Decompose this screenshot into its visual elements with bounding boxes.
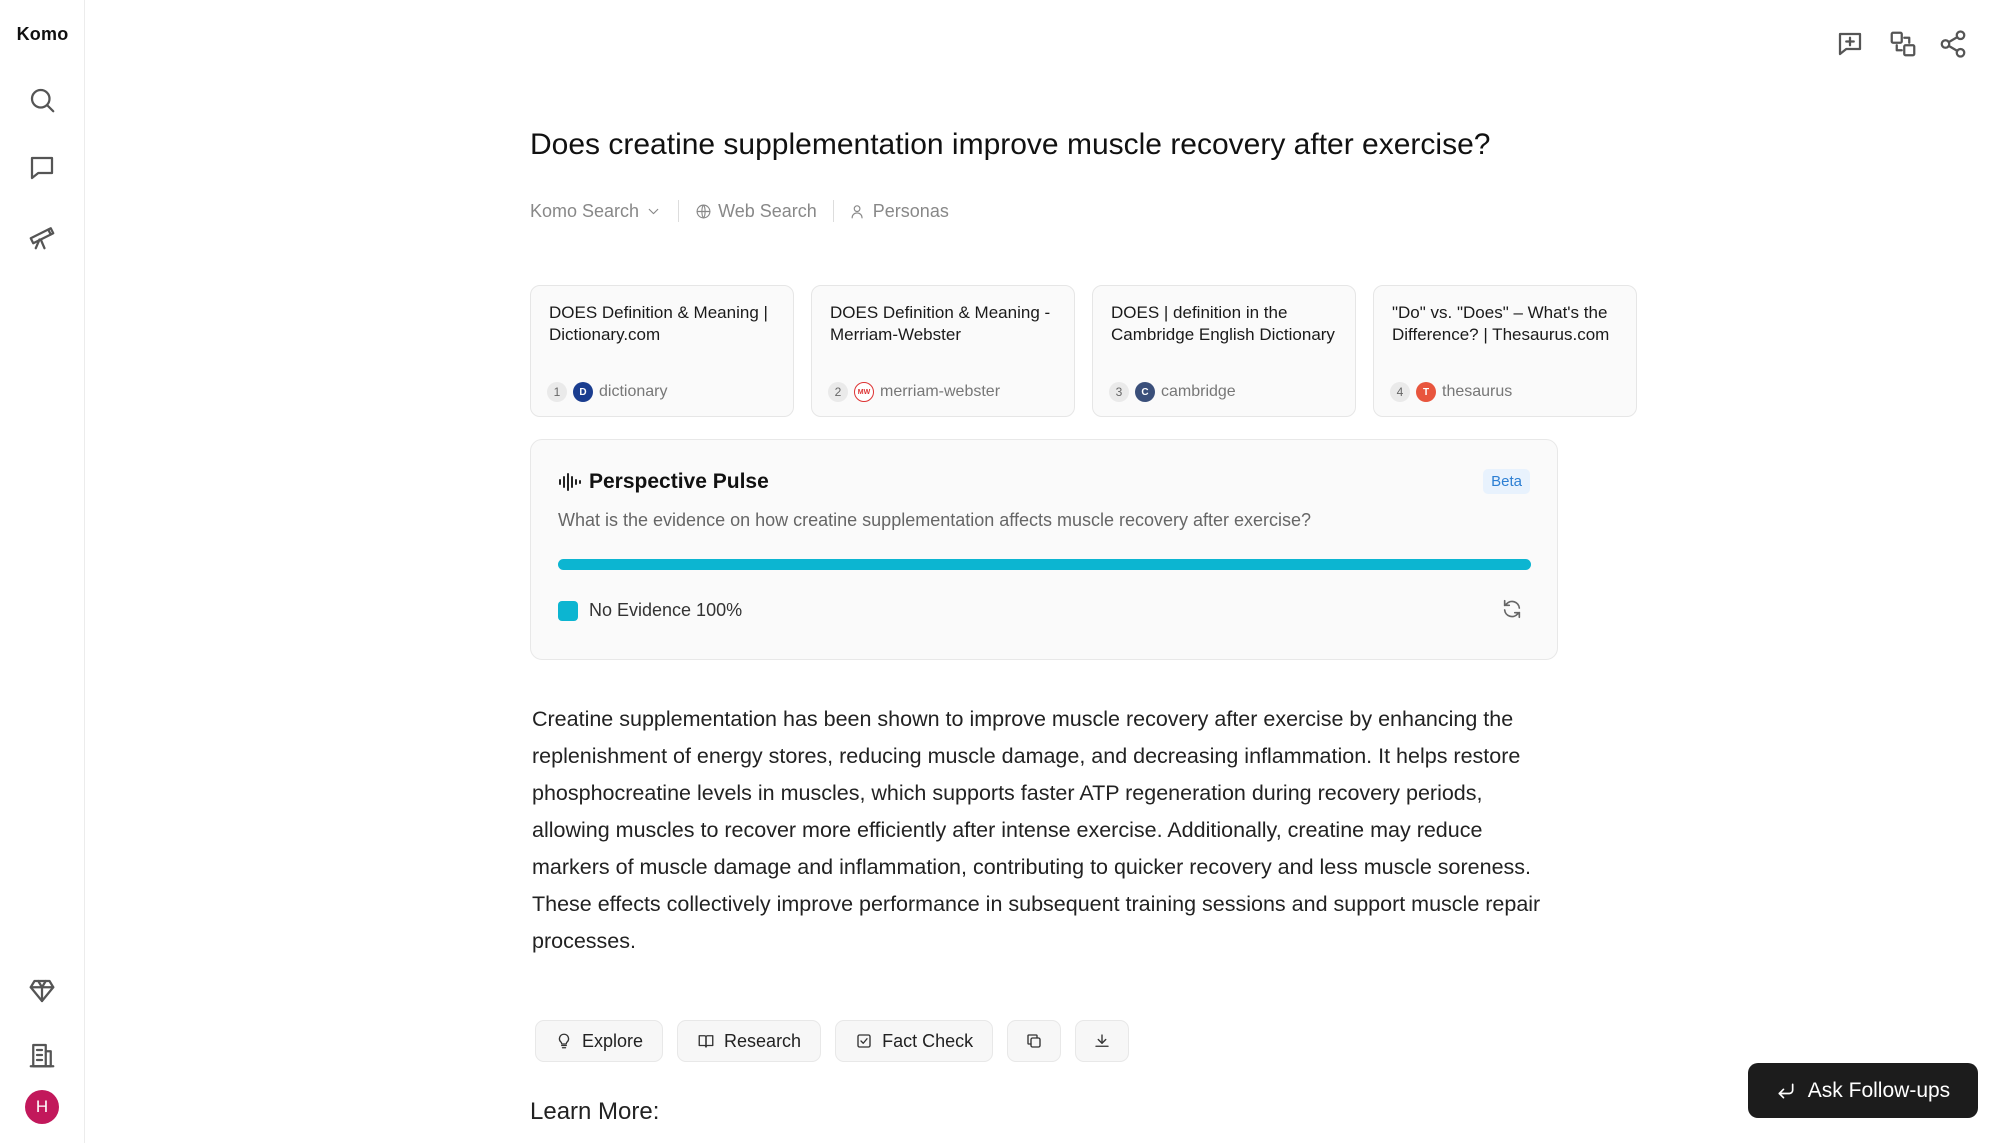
library-nav-button[interactable]	[22, 1035, 62, 1075]
merriam-webster-favicon-icon: MW	[854, 382, 874, 402]
person-icon	[850, 203, 867, 220]
sources-carousel	[530, 285, 1610, 417]
web-search-toggle[interactable]	[695, 201, 817, 222]
evidence-bar-fill	[558, 559, 1531, 570]
source-title: DOES | definition in the Cambridge English Dictionary	[1111, 303, 1335, 344]
refresh-button[interactable]	[1499, 596, 1525, 622]
page-title: Does creatine supplementation improve muscle recovery after exercise?	[530, 128, 1491, 161]
lightbulb-icon	[555, 1032, 573, 1050]
perspective-pulse-card	[530, 439, 1558, 660]
search-mode-label: Komo Search	[530, 200, 640, 221]
source-meta	[1109, 382, 1236, 402]
explore-label: Explore	[582, 1030, 644, 1051]
learn-more-heading: Learn More:	[530, 1098, 660, 1125]
source-meta	[1390, 382, 1512, 402]
evidence-legend	[558, 600, 742, 621]
globe-icon	[695, 203, 712, 220]
source-site: cambridge	[1161, 383, 1236, 400]
source-card[interactable]	[1373, 285, 1637, 417]
fact-check-button[interactable]	[835, 1020, 993, 1062]
app-logo[interactable]: Komo	[16, 24, 69, 44]
source-title: "Do" vs. "Does" – What's the Difference? | Thesaurus.com	[1392, 303, 1610, 344]
search-nav-button[interactable]	[22, 80, 62, 120]
source-number: 3	[1109, 382, 1129, 402]
source-site: merriam-webster	[880, 383, 1001, 400]
fact-check-label: Fact Check	[882, 1030, 974, 1051]
cambridge-favicon-icon: C	[1135, 382, 1155, 402]
source-title: DOES Definition & Meaning | Dictionary.com	[549, 303, 768, 344]
evidence-bar	[558, 559, 1531, 570]
source-card[interactable]	[1092, 285, 1356, 417]
copy-icon	[1025, 1032, 1043, 1050]
book-icon	[697, 1032, 715, 1050]
sidebar	[0, 0, 85, 1143]
share-icon	[1938, 29, 1968, 59]
chat-nav-button[interactable]	[22, 148, 62, 188]
source-card[interactable]	[530, 285, 794, 417]
pulse-question: What is the evidence on how creatine supplementation affects muscle recovery after exercise?	[558, 510, 1312, 530]
soundwave-icon	[557, 470, 581, 494]
answer-actions	[535, 1020, 1129, 1062]
chat-icon	[27, 153, 57, 183]
source-card[interactable]	[811, 285, 1075, 417]
diamond-icon	[27, 976, 57, 1006]
source-meta	[828, 382, 1000, 402]
web-search-label: Web Search	[718, 200, 817, 221]
legend-label: No Evidence 100%	[589, 600, 743, 620]
source-site: thesaurus	[1442, 383, 1513, 400]
translate-button[interactable]	[1885, 26, 1921, 62]
user-avatar[interactable]: H	[25, 1090, 59, 1124]
refresh-icon	[1501, 598, 1523, 620]
legend-swatch	[558, 601, 578, 621]
ask-followups-button[interactable]	[1748, 1063, 1978, 1118]
premium-nav-button[interactable]	[22, 971, 62, 1011]
building-icon	[27, 1040, 57, 1070]
divider	[678, 200, 679, 222]
download-button[interactable]	[1075, 1020, 1129, 1062]
new-thread-icon	[1835, 29, 1865, 59]
thesaurus-favicon-icon: T	[1416, 382, 1436, 402]
explore-button[interactable]	[535, 1020, 663, 1062]
source-number: 4	[1390, 382, 1410, 402]
personas-label: Personas	[872, 200, 949, 221]
source-number: 1	[547, 382, 567, 402]
divider	[833, 200, 834, 222]
pulse-title: Perspective Pulse	[589, 470, 769, 493]
research-label: Research	[724, 1030, 802, 1051]
search-mode-dropdown[interactable]	[530, 201, 662, 222]
beta-badge: Beta	[1483, 469, 1530, 494]
source-meta	[547, 382, 667, 402]
checkbox-icon	[855, 1032, 873, 1050]
copy-button[interactable]	[1007, 1020, 1061, 1062]
search-icon	[27, 85, 57, 115]
research-button[interactable]	[677, 1020, 821, 1062]
explore-nav-button[interactable]	[22, 217, 62, 257]
new-thread-button[interactable]	[1832, 26, 1868, 62]
enter-arrow-icon	[1776, 1081, 1796, 1101]
share-button[interactable]	[1935, 26, 1971, 62]
dictionary-favicon-icon: D	[573, 382, 593, 402]
source-title: DOES Definition & Meaning - Merriam-Webster	[830, 303, 1051, 344]
pulse-header	[557, 470, 769, 494]
chevron-down-icon	[645, 203, 662, 220]
telescope-icon	[27, 222, 57, 252]
answer-text: Creatine supplementation has been shown to improve muscle recovery after exercise by enhancing the replenishment of energy stores, reducing muscle damage, and decreasing inflammation. It helps restore phosphocreatine levels in muscles, which supports faster ATP regeneration during recovery periods, allowing muscles to recover more efficiently after intense exercise. Additionally, creatine may reduce markers of muscle damage and inflammation, contributing to quicker recovery and less muscle soreness. These effects collectively improve performance in subsequent training sessions and support muscle repair processes.	[532, 707, 1541, 953]
mode-bar	[530, 198, 949, 224]
source-number: 2	[828, 382, 848, 402]
download-icon	[1093, 1032, 1111, 1050]
translate-icon	[1888, 29, 1918, 59]
personas-button[interactable]	[850, 201, 949, 222]
ask-followups-label: Ask Follow-ups	[1807, 1078, 1951, 1102]
source-site: dictionary	[599, 383, 668, 400]
